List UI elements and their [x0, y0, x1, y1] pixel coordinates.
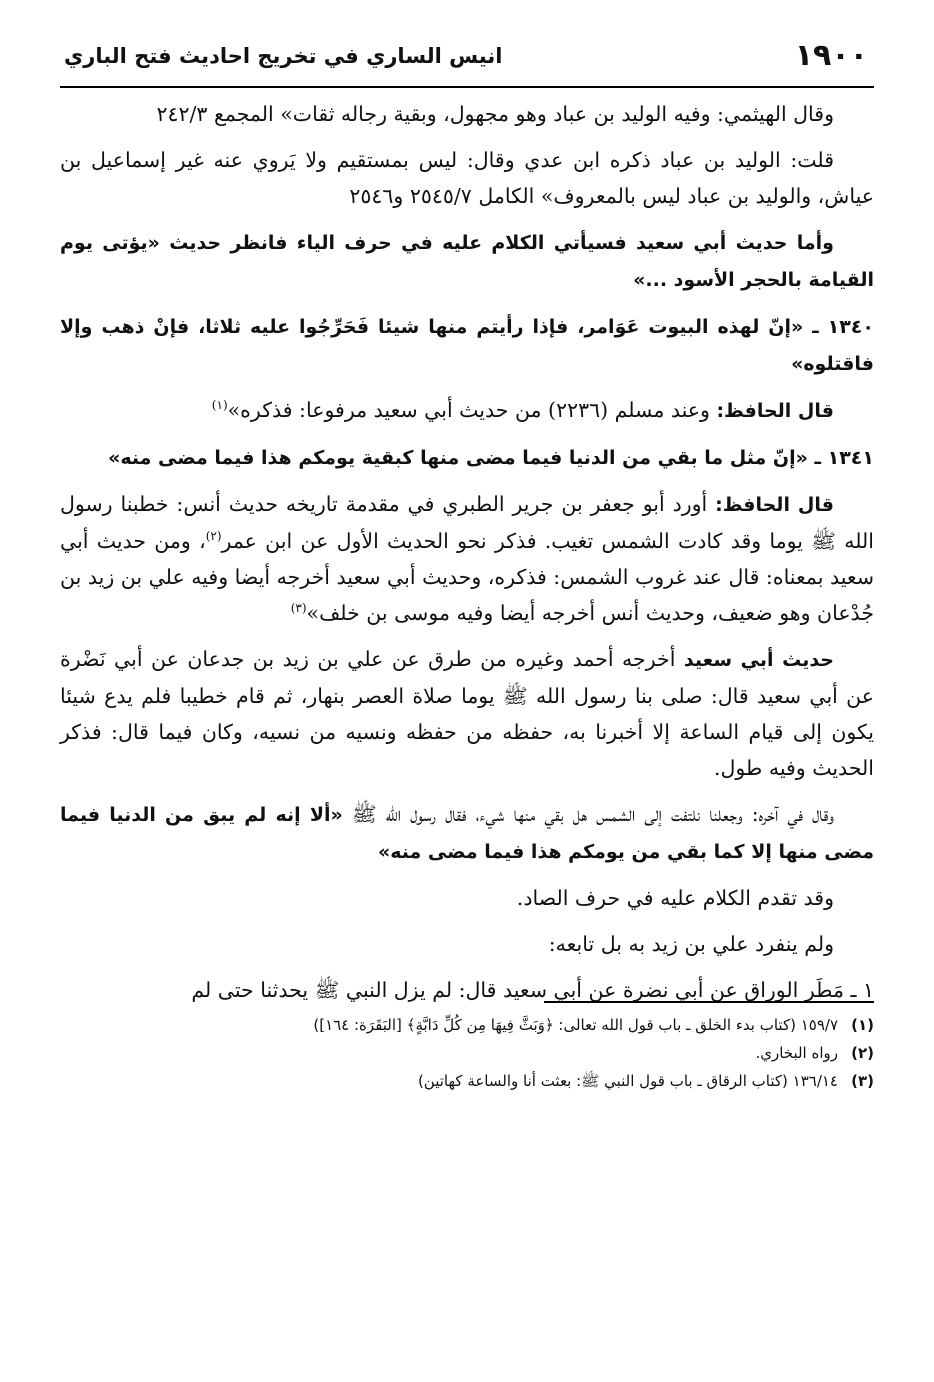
paragraph-text: أورد أبو جعفر بن جرير الطبري في مقدمة تاريخه حديث أنس: خطبنا رسول الله ﷺ يوما وقد كادت الشمس تغيب. فذكر نحو الحديث الأول عن ابن عمر — [60, 492, 874, 553]
hadith-heading-1341 — [60, 439, 874, 476]
paragraph-text: قلت: الوليد بن عباد ذكره ابن عدي وقال: ليس بمستقيم ولا يَروي عنه غير إسماعيل بن عياش، والوليد بن عباد ليس بالمعروف» الكامل ٢٥٤٥/٧ و٢٥٤٦ — [60, 148, 874, 208]
footnote-ref: (٣) — [290, 601, 307, 616]
hadith-text: ١٣٤١ ـ «إنّ مثل ما بقي من الدنيا فيما مضى منها كبقية يومكم هذا فيما مضى منه» — [108, 447, 874, 469]
footnote-text: ١٥٩/٧ (كتاب بدء الخلق ـ باب قول الله تعالى: ﴿وَبَثَّ فِيهَا مِن كُلِّ دَابَّةٍ﴾ [البَقَرَة: ١٦٤]) — [313, 1016, 838, 1034]
book-title: انيس الساري في تخريج احاديث فتح الباري — [64, 44, 503, 68]
paragraph-text: ١ ـ مَطَر الوراق عن أبي نضرة عن أبي سعيد قال: لم يزل النبي ﷺ يحدثنا حتى لم — [191, 978, 874, 1002]
paragraph-text: ، ومن حديث أبي سعيد بمعناه: قال عند غروب الشمس: فذكره، وحديث أبي سعيد أخرجه أيضا وفيه علي بن زيد بن جُدْعان وهو ضعيف، وحديث أنس أخرجه أيضا وفيه موسى بن خلف» — [60, 529, 874, 625]
footnote-number: (٢) — [851, 1044, 874, 1062]
footnote — [60, 1011, 874, 1039]
paragraph — [60, 926, 874, 962]
footnote-text: ١٣٦/١٤ (كتاب الرقاق ـ باب قول النبي ﷺ: بعثت أنا والساعة كهاتين) — [417, 1072, 838, 1090]
paragraph-text: وقال في آخره: وجعلنا نلتفت إلى الشمس هل بقي منها شيء، فقال رسول الله ﷺ — [351, 802, 834, 826]
page-header — [60, 36, 874, 88]
paragraph — [60, 486, 874, 631]
footnotes — [60, 1011, 874, 1095]
footnote-number: (١) — [851, 1016, 874, 1034]
hadith-heading-1340 — [60, 308, 874, 382]
paragraph-text: أخرجه أحمد وغيره من طرق عن علي بن زيد بن جدعان عن أبي نَضْرة عن أبي سعيد قال: صلى بنا رسول الله ﷺ يوما صلاة العصر بنهار، ثم قام خطيبا فلم يدع شيئا يكون إلى قيام الساعة إلا أخبرنا به، حفظه من حفظه ونسيه من نسيه، وكان فيما قال: فذكر الحديث وفيه طول. — [60, 647, 874, 780]
paragraph — [60, 796, 874, 870]
paragraph — [60, 224, 874, 298]
paragraph — [60, 392, 874, 429]
paragraph-text: وقد تقدم الكلام عليه في حرف الصاد. — [516, 886, 834, 910]
page-body — [60, 88, 874, 1008]
label-hadith-abi-said: حديث أبي سعيد — [683, 649, 835, 671]
paragraph-text: وعند مسلم (٢٢٣٦) من حديث أبي سعيد مرفوعا: فذكره» — [227, 398, 710, 422]
paragraph — [60, 641, 874, 786]
footnote — [60, 1067, 874, 1095]
footnote-divider — [544, 1001, 874, 1003]
paragraph-text: وقال الهيثمي: وفيه الوليد بن عباد وهو مجهول، وبقية رجاله ثقات» المجمع ٢٤٢/٣ — [156, 102, 834, 126]
paragraph-text: وأما حديث أبي سعيد فسيأتي الكلام عليه في حرف الياء فانظر حديث «يؤتى يوم القيامة بالحجر الأسود ...» — [60, 232, 874, 291]
paragraph — [60, 96, 874, 132]
footnote-text: رواه البخاري. — [755, 1044, 838, 1062]
label-qal-alhafiz: قال الحافظ: — [715, 494, 834, 516]
paragraph — [60, 880, 874, 916]
footnote-ref: (١) — [211, 398, 228, 413]
footnote-number: (٣) — [851, 1072, 874, 1090]
paragraph — [60, 142, 874, 214]
hadith-text: ١٣٤٠ ـ «إنّ لهذه البيوت عَوَامر، فإذا رأيتم منها شيئا فَحَرِّجُوا عليه ثلاثا، فإنْ ذهب وإلا فاقتلوه» — [60, 316, 874, 375]
hadith-quote: «ألا إنه لم يبق من الدنيا فيما مضى منها إلا كما بقي من يومكم هذا فيما مضى منه» — [60, 804, 874, 863]
page-number: ١٩٠٠ — [794, 38, 868, 73]
footnote — [60, 1039, 874, 1067]
label-qal-alhafiz: قال الحافظ: — [716, 400, 834, 422]
document-page — [60, 36, 874, 1356]
footnote-ref: (٢) — [205, 529, 222, 544]
paragraph-text: ولم ينفرد علي بن زيد به بل تابعه: — [548, 932, 834, 956]
